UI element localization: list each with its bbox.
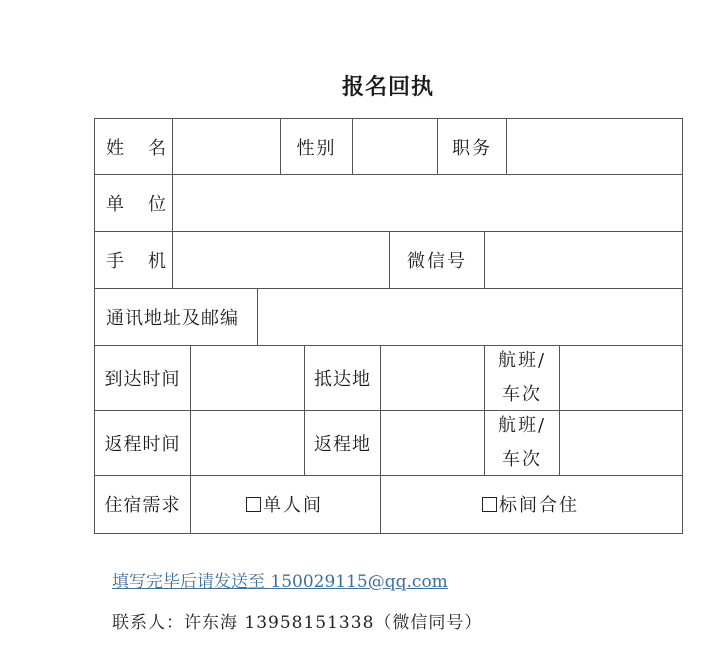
grid-line xyxy=(380,475,381,534)
position-field[interactable] xyxy=(507,119,682,174)
accommodation-label: 住宿需求 xyxy=(104,495,181,516)
return-flight-label-line1: 航班/ xyxy=(497,414,547,436)
shared-room-option[interactable] xyxy=(482,475,579,533)
shared-room-checkbox[interactable] xyxy=(482,497,497,512)
grid-line xyxy=(190,475,191,534)
arrival-place-field[interactable] xyxy=(381,346,484,410)
flight-label-line2: 车次 xyxy=(502,383,542,405)
mobile-label: 手 机 xyxy=(106,250,169,272)
single-room-checkbox[interactable] xyxy=(246,497,261,512)
arrival-flight-field[interactable] xyxy=(560,346,682,410)
gender-label: 性别 xyxy=(296,137,337,159)
email-link[interactable] xyxy=(112,572,448,592)
document-title: 报名回执 xyxy=(341,75,434,100)
registration-form xyxy=(94,118,683,534)
unit-field[interactable] xyxy=(173,175,682,231)
return-time-label: 返程时间 xyxy=(104,433,181,455)
arrival-place-label: 抵达地 xyxy=(314,368,371,390)
single-room-label: 单人间 xyxy=(263,495,323,516)
note-prefix: 填写完毕后请发送至 xyxy=(112,572,271,592)
name-field[interactable] xyxy=(173,119,280,174)
name-label: 姓 名 xyxy=(106,137,169,159)
shared-room-label: 标间合住 xyxy=(499,495,579,516)
wechat-field[interactable] xyxy=(485,232,682,288)
address-field[interactable] xyxy=(258,289,682,345)
arrival-flight-label xyxy=(485,345,559,410)
address-label: 通讯地址及邮编 xyxy=(106,307,239,329)
return-flight-field[interactable] xyxy=(560,411,682,475)
arrival-time-field[interactable] xyxy=(191,346,304,410)
return-time-field[interactable] xyxy=(191,411,304,475)
unit-label: 单 位 xyxy=(106,193,169,215)
contact-line: 联系人：许东海 13958151338（微信同号） xyxy=(112,613,483,633)
wechat-label: 微信号 xyxy=(407,250,467,272)
return-flight-label xyxy=(485,410,559,475)
arrival-time-label: 到达时间 xyxy=(104,368,181,390)
submission-note xyxy=(112,567,448,592)
mobile-field[interactable] xyxy=(173,232,389,288)
return-place-label: 返程地 xyxy=(314,433,371,455)
grid-line xyxy=(682,118,683,534)
single-room-option[interactable] xyxy=(246,475,323,533)
grid-line xyxy=(94,533,683,534)
email-address: 150029115@qq.com xyxy=(270,572,448,592)
position-label: 职务 xyxy=(452,137,492,159)
flight-label-line1: 航班/ xyxy=(497,349,547,371)
return-flight-label-line2: 车次 xyxy=(502,448,542,470)
return-place-field[interactable] xyxy=(381,411,484,475)
gender-field[interactable] xyxy=(353,119,437,174)
